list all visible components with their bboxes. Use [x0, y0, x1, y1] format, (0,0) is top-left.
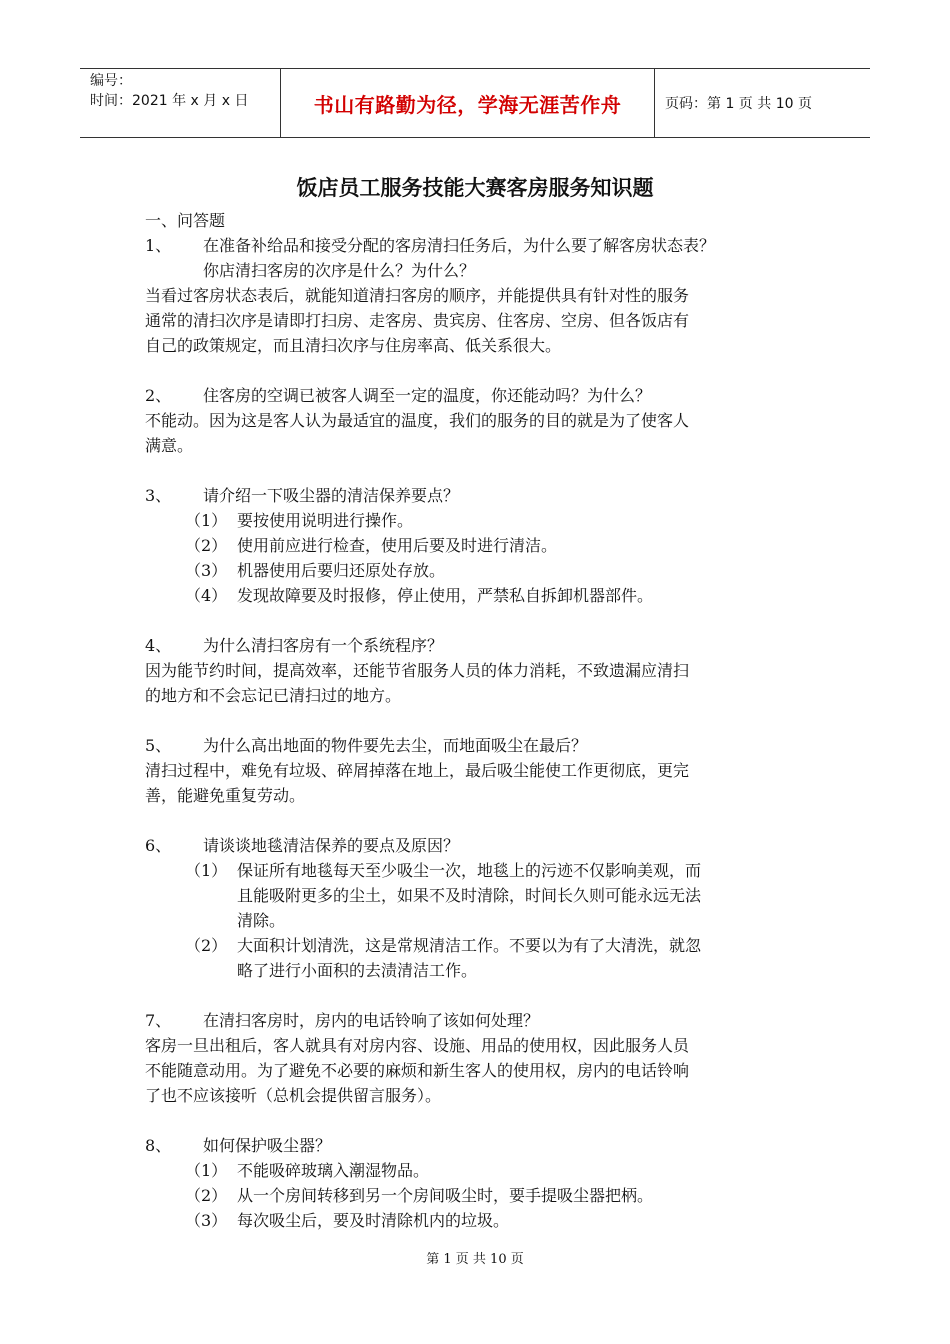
serial-label: 编号： — [90, 73, 132, 89]
list-number: （3） — [185, 1211, 228, 1230]
answer-line: 客房一旦出租后，客人就具有对房内容、设施、用品的使用权，因此服务人员 — [145, 1036, 690, 1055]
list-text-line: 保证所有地毯每天至少吸尘一次，地毯上的污迹不仅影响美观，而 — [237, 861, 702, 880]
document-body — [145, 208, 815, 1233]
answer-line: 当看过客房状态表后，就能知道清扫客房的顺序，并能提供具有针对性的服务 — [145, 286, 690, 305]
question-number: 5、 — [145, 736, 172, 755]
question-7 — [145, 1008, 815, 1033]
list-text: 从一个房间转移到另一个房间吸尘时，要手提吸尘器把柄。 — [237, 1186, 654, 1205]
list-text-line: 且能吸附更多的尘土，如果不及时清除，时间长久则可能永远无法 — [237, 886, 702, 905]
question-text: 请介绍一下吸尘器的清洁保养要点？ — [203, 486, 460, 505]
list-number: （2） — [185, 1186, 228, 1205]
list-text: 每次吸尘后，要及时清除机内的垃圾。 — [237, 1211, 510, 1230]
list-item — [145, 1158, 815, 1183]
answer-line: 因为能节约时间，提高效率，还能节省服务人员的体力消耗，不致遗漏应清扫 — [145, 661, 690, 680]
answer-line: 自己的政策规定，而且清扫次序与住房率高、低关系很大。 — [145, 336, 562, 355]
question-number: 2、 — [145, 386, 172, 405]
list-number: （1） — [185, 861, 228, 880]
question-number: 8、 — [145, 1136, 172, 1155]
question-5 — [145, 733, 815, 758]
list-text — [237, 858, 815, 933]
list-text — [237, 933, 815, 983]
list-number: （2） — [185, 936, 228, 955]
list-text: 使用前应进行检查，使用后要及时进行清洁。 — [237, 536, 558, 555]
answer-line: 清扫过程中，难免有垃圾、碎屑掉落在地上，最后吸尘能使工作更彻底，更完 — [145, 761, 690, 780]
question-text: 在清扫客房时，房内的电话铃响了该如何处理？ — [203, 1011, 540, 1030]
page-header — [80, 68, 870, 138]
list-item — [145, 933, 815, 983]
question-number: 1、 — [145, 236, 172, 255]
question-1 — [145, 233, 815, 258]
question-8 — [145, 1133, 815, 1158]
list-number: （3） — [185, 561, 228, 580]
list-item — [145, 558, 815, 583]
answer-line: 满意。 — [145, 436, 194, 455]
question-4 — [145, 633, 815, 658]
list-text: 发现故障要及时报修，停止使用，严禁私自拆卸机器部件。 — [237, 586, 654, 605]
question-number: 7、 — [145, 1011, 172, 1030]
answer-line: 了也不应该接听（总机会提供留言服务）。 — [145, 1086, 442, 1105]
answer-line: 的地方和不会忘记已清扫过的地方。 — [145, 686, 402, 705]
question-text: 请谈谈地毯清洁保养的要点及原因？ — [203, 836, 460, 855]
list-item — [145, 1183, 815, 1208]
answer-line: 不能随意动用。为了避免不必要的麻烦和新生客人的使用权，房内的电话铃响 — [145, 1061, 690, 1080]
question-text: 为什么清扫客房有一个系统程序？ — [203, 636, 444, 655]
page-footer: 第 1 页 共 10 页 — [426, 1252, 524, 1267]
list-item — [145, 583, 815, 608]
motto: 书山有路勤为径，学海无涯苦作舟 — [313, 92, 622, 117]
list-text-line: 大面积计划清洗，这是常规清洁工作。不要以为有了大清洗，就忽 — [237, 936, 702, 955]
header-page-cell — [655, 69, 870, 137]
question-text: 为什么高出地面的物件要先去尘，而地面吸尘在最后？ — [203, 736, 588, 755]
header-motto-cell — [281, 69, 655, 137]
question-number: 4、 — [145, 636, 172, 655]
list-item — [145, 858, 815, 933]
answer-line: 不能动。因为这是客人认为最适宜的温度，我们的服务的目的就是为了使客人 — [145, 411, 690, 430]
list-text: 不能吸碎玻璃入潮湿物品。 — [237, 1161, 430, 1180]
question-number: 3、 — [145, 486, 172, 505]
list-number: （1） — [185, 1161, 228, 1180]
question-number: 6、 — [145, 836, 172, 855]
list-number: （1） — [185, 511, 228, 530]
document-title: 饭店员工服务技能大赛客房服务知识题 — [296, 176, 654, 200]
answer-line: 善，能避免重复劳动。 — [145, 786, 306, 805]
answer-line: 通常的清扫次序是请即打扫房、走客房、贵宾房、住客房、空房、但各饭店有 — [145, 311, 690, 330]
list-item — [145, 508, 815, 533]
list-text: 要按使用说明进行操作。 — [237, 511, 414, 530]
question-text: 如何保护吸尘器？ — [203, 1136, 332, 1155]
question-text: 在准备补给品和接受分配的客房清扫任务后，为什么要了解客房状态表？ — [203, 236, 716, 255]
list-item — [145, 533, 815, 558]
section-heading: 一、问答题 — [145, 211, 226, 230]
list-text-line: 清除。 — [237, 911, 286, 930]
list-text-line: 略了进行小面积的去渍清洁工作。 — [237, 961, 478, 980]
page-label: 页码：第 1 页 共 10 页 — [665, 96, 812, 112]
question-text: 住客房的空调已被客人调至一定的温度，你还能动吗？为什么？ — [203, 386, 652, 405]
list-text: 机器使用后要归还原处存放。 — [237, 561, 446, 580]
date-label: 时间：2021 年 x 月 x 日 — [90, 93, 249, 109]
question-6 — [145, 833, 815, 858]
question-3 — [145, 483, 815, 508]
list-item — [145, 1208, 815, 1233]
question-2 — [145, 383, 815, 408]
header-meta — [80, 69, 281, 137]
question-text-cont: 你店清扫客房的次序是什么？为什么？ — [203, 261, 476, 280]
list-number: （4） — [185, 586, 228, 605]
list-number: （2） — [185, 536, 228, 555]
